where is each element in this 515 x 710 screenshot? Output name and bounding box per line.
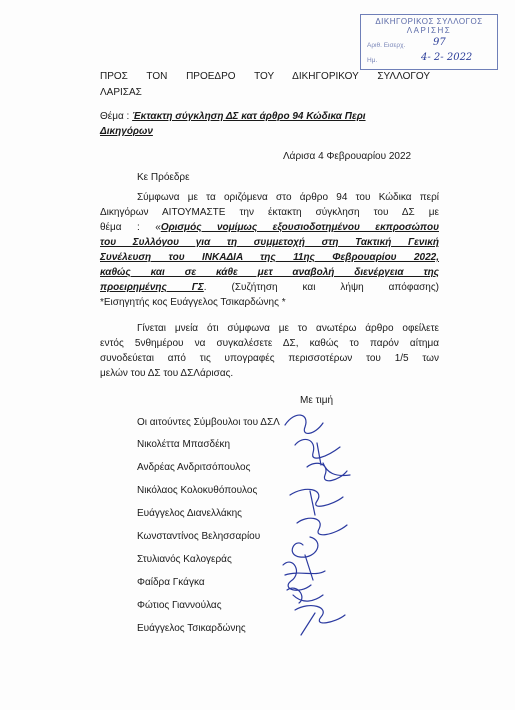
stamp-protocol-number: 97 (433, 37, 446, 48)
para1-line-5: Συνέλευση του ΙΝΚΑΔΙΑ της 11ης Φεβρουαρίου 2022, (100, 252, 439, 263)
salutation: Κε Πρόεδρε (137, 172, 190, 183)
subject-label: Θέμα : (100, 111, 130, 122)
signatory-8: Φώτιος Γιαννούλας (137, 600, 222, 611)
handwritten-signatures (255, 405, 365, 640)
signature-stroke-8 (287, 588, 323, 603)
stamp-title: ΔΙΚΗΓΟΡΙΚΟΣ ΣΥΛΛΟΓΟΣ (375, 17, 483, 26)
subject-text-2: Δικηγόρων (100, 126, 153, 137)
signatory-4: Ευάγγελος Διανελλάκης (137, 508, 242, 519)
signatory-1: Νικολέττα Μπασδέκη (137, 439, 231, 450)
stamp-city: ΛΑΡΙΣΗΣ (406, 26, 452, 35)
recipient-line-1: ΠΡΟΣ ΤΟΝ ΠΡΟΕΔΡΟ ΤΟΥ ΔΙΚΗΓΟΡΙΚΟΥ ΣΥΛΛΟΓΟΥ (100, 71, 430, 82)
recipient-line-2: ΛΑΡΙΣΑΣ (100, 87, 142, 98)
subject-line (100, 110, 366, 123)
registry-stamp (360, 14, 498, 70)
signature-stroke-5 (297, 518, 347, 535)
signatory-5: Κωνσταντίνος Βελησσαρίου (137, 531, 261, 542)
date-line: Λάρισα 4 Φεβρουαρίου 2022 (283, 151, 412, 162)
signatory-2: Ανδρέας Ανδριτσόπουλος (137, 462, 251, 473)
para1-line-2: Δικηγόρων ΑΙΤΟΥΜΑΣΤΕ την έκτακτη σύγκληση του ΔΣ με (100, 207, 439, 218)
signatory-7: Φαίδρα Γκάγκα (137, 577, 205, 588)
signature-stroke-3 (307, 463, 350, 481)
signatories-header: Οι αιτούντες Σύμβουλοι του ΔΣΛ (137, 417, 280, 428)
para1-line-7 (100, 281, 439, 294)
signature-stroke-4 (290, 489, 343, 515)
para1-line-6: καθώς και σε κάθε μετ αναβολή διενέργεια της (100, 267, 439, 278)
para2-line-2: εντός 5νθημέρου να συγκαλέσετε ΔΣ, καθώς το παρόν αίτημα (100, 338, 439, 349)
para1-rest: . (Συζήτηση και λήψη απόφασης) (203, 282, 439, 293)
stamp-date-value: 4- 2- 2022 (421, 52, 473, 63)
para1-line-3 (100, 221, 439, 234)
stamp-date-label: Ημ. (367, 57, 378, 64)
para2-line-3: συνοδεύεται από τις υπογραφές περισσοτέρων του 1/5 των (100, 353, 439, 364)
para1-prefix: θέμα : « (100, 222, 161, 233)
signatory-3: Νικόλαος Κολοκυθόπουλος (137, 485, 258, 496)
para1-line-8: *Εισηγητής κος Ευάγγελος Τσικαρδώνης * (100, 297, 286, 308)
subject-text-1: Έκτακτη σύγκληση ΔΣ κατ άρθρο 94 Κώδικα Περι (132, 111, 366, 122)
para1-line-4: του Συλλόγου για τη συμμετοχή στη Τακτική Γενική (100, 237, 439, 248)
para1-bold-1: Ορισμός νομίμως εξουσιοδοτημένου εκπροσώπου (160, 222, 439, 233)
para2-line-4: μελών του ΔΣ του ΔΣΛάρισας. (100, 368, 234, 379)
signatory-9: Ευάγγελος Τσικαρδώνης (137, 623, 246, 634)
para1-bold-2: προειρημένης ΓΣ (100, 282, 204, 293)
closing: Με τιμή (300, 395, 334, 406)
signature-stroke-9 (295, 606, 345, 635)
signature-stroke-2 (295, 439, 340, 465)
signatory-6: Στυλιανός Καλογεράς (137, 554, 232, 565)
para1-line-1: Σύμφωνα με τα οριζόμενα στο άρθρο 94 του Κώδικα περί (137, 192, 439, 203)
signature-stroke-7 (283, 562, 325, 590)
para2-line-1: Γίνεται μνεία ότι σύμφωνα με το ανωτέρω άρθρο οφείλετε (137, 323, 439, 334)
stamp-protocol-label: Αριθ. Εισερχ. (367, 42, 406, 49)
signature-stroke-1 (285, 415, 323, 433)
